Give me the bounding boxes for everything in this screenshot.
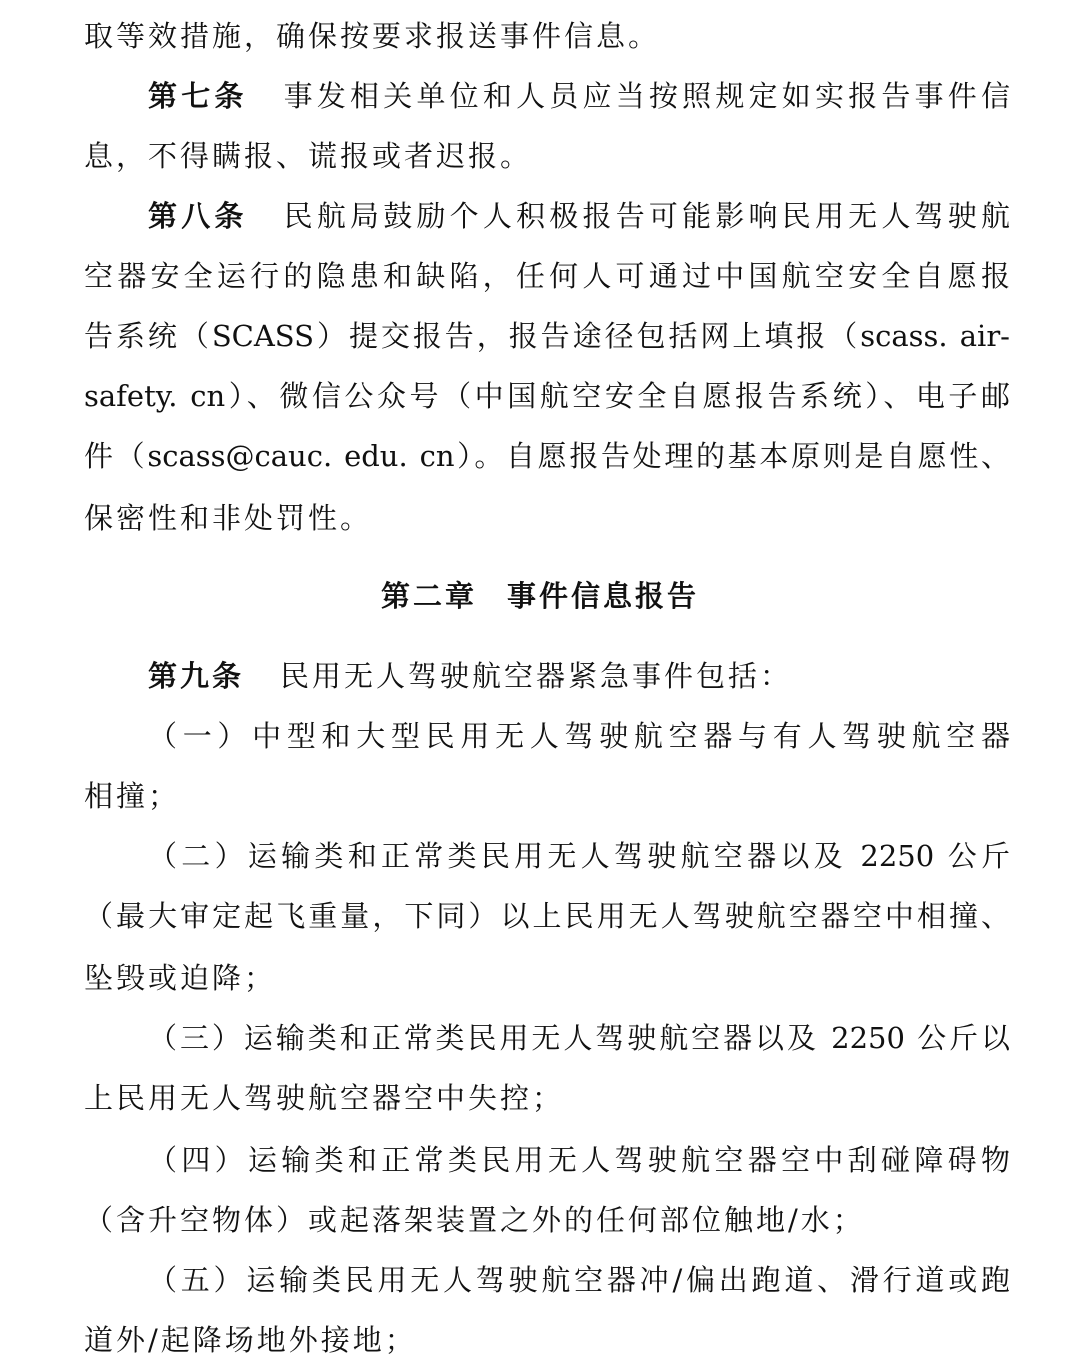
chapter-number: 第二章 — [380, 579, 477, 613]
article-9-label: 第九条 — [148, 659, 245, 693]
item-1-line-2: 相撞； — [84, 779, 181, 813]
article-8-line-4: safety. cn）、微信公众号（中国航空安全自愿报告系统）、电子邮 — [84, 379, 1010, 413]
item-5-line-2: 道外/起降场地外接地； — [84, 1323, 417, 1357]
article-8-line-2: 空器安全运行的隐患和缺陷，任何人可通过中国航空安全自愿报 — [84, 259, 1010, 293]
item-2-line-3: 坠毁或迫降； — [84, 961, 277, 995]
article-8-line-5: 件（scass@cauc. edu. cn）。自愿报告处理的基本原则是自愿性、 — [84, 439, 1010, 473]
item-4-line-1: （四）运输类和正常类民用无人驾驶航空器空中刮碰障碍物 — [148, 1143, 1010, 1177]
article-8-line-6: 保密性和非处罚性。 — [84, 501, 373, 535]
item-3-line-1: （三）运输类和正常类民用无人驾驶航空器以及 2250 公斤以 — [148, 1021, 1010, 1055]
article-7-line-2: 息，不得瞒报、谎报或者迟报。 — [84, 139, 533, 173]
item-5-line-1: （五）运输类民用无人驾驶航空器冲/偏出跑道、滑行道或跑 — [148, 1263, 1010, 1297]
item-4-line-2: （含升空物体）或起落架装置之外的任何部位触地/水； — [84, 1203, 865, 1237]
article-7-label: 第七条 — [148, 79, 248, 113]
article-7-line-1 — [148, 66, 1010, 126]
article-8-label: 第八条 — [148, 199, 248, 233]
article-7-text: 事发相关单位和人员应当按照规定如实报告事件信 — [283, 79, 1010, 113]
item-1-line-1: （一）中型和大型民用无人驾驶航空器与有人驾驶航空器 — [148, 719, 1010, 753]
chapter-heading — [0, 566, 1080, 626]
article-9-line-1 — [148, 646, 1010, 706]
item-2-line-1: （二）运输类和正常类民用无人驾驶航空器以及 2250 公斤 — [148, 839, 1010, 873]
article-9-text: 民用无人驾驶航空器紧急事件包括： — [280, 659, 793, 693]
article-8-text: 民航局鼓励个人积极报告可能影响民用无人驾驶航 — [283, 199, 1010, 233]
paragraph-line: 取等效措施，确保按要求报送事件信息。 — [84, 19, 661, 53]
item-3-line-2: 上民用无人驾驶航空器空中失控； — [84, 1081, 565, 1115]
article-8-line-1 — [148, 186, 1010, 246]
item-2-line-2: （最大审定起飞重量，下同）以上民用无人驾驶航空器空中相撞、 — [84, 899, 1010, 933]
chapter-title: 事件信息报告 — [507, 579, 700, 613]
article-8-line-3: 告系统（SCASS）提交报告，报告途径包括网上填报（scass. air- — [84, 319, 1010, 353]
